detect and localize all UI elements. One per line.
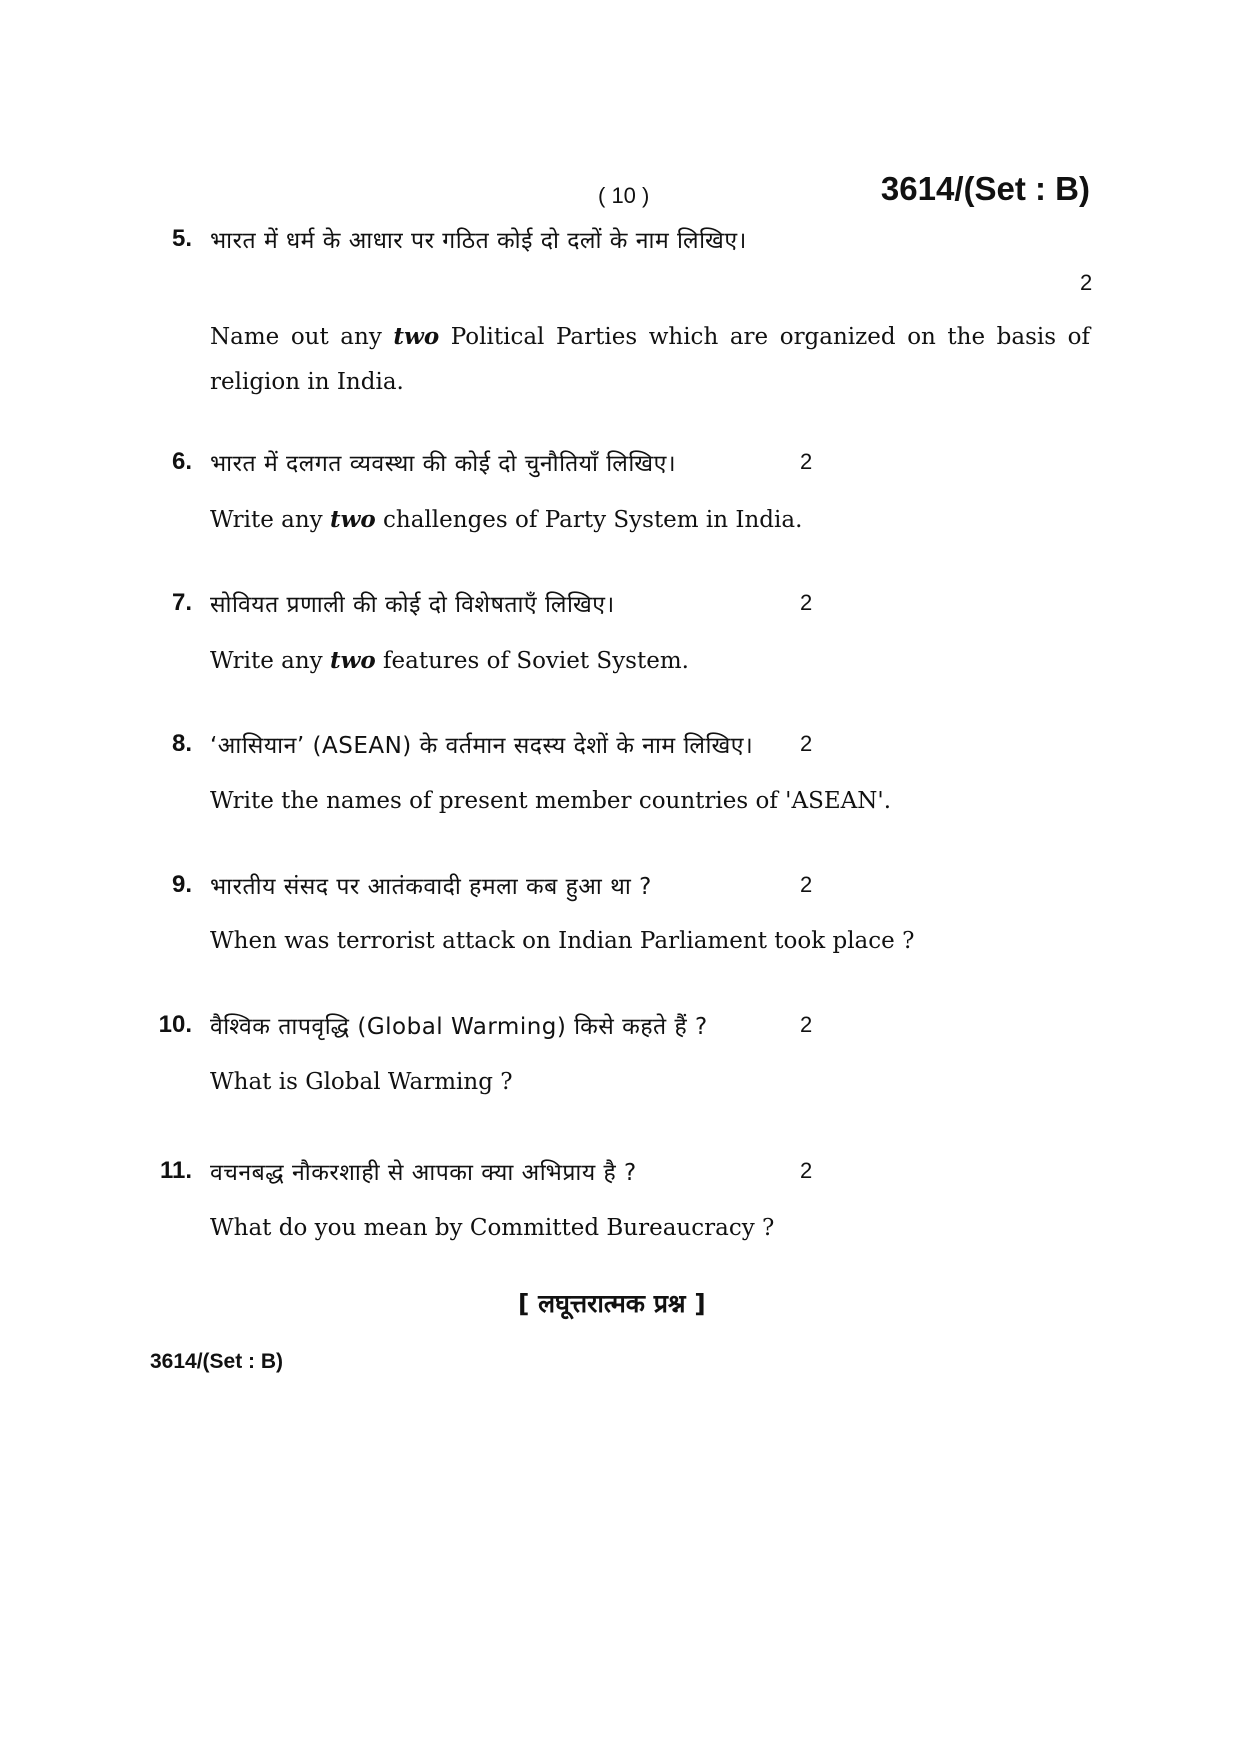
english-text-emphasis: two (393, 323, 440, 350)
question-number: 10. (158, 1011, 192, 1038)
question-english-text: What do you mean by Committed Bureaucracy ? (210, 1215, 775, 1241)
question-number: 11. (159, 1157, 192, 1184)
english-text-part: features of Soviet System. (375, 648, 689, 674)
question-marks: 2 (800, 1012, 813, 1037)
question-hindi-text: भारत में धर्म के आधार पर गठित कोई दो दलों के नाम लिखिए। (210, 228, 747, 254)
english-text-part: challenges of Party System in India. (375, 507, 803, 533)
question-english-text: What is Global Warming ? (210, 1069, 513, 1095)
english-text-part: Political Parties which are organized on the basis of religion in India. (210, 324, 1090, 395)
question-hindi-text: वचनबद्ध नौकरशाही से आपका क्या अभिप्राय है ? (210, 1160, 637, 1186)
question-english-text (210, 638, 1090, 684)
question-number: 6. (171, 448, 192, 475)
page-number: ( 10 ) (598, 183, 650, 208)
question-number: 5. (171, 225, 192, 252)
paper-code-footer: 3614/(Set : B) (150, 1350, 284, 1373)
question-hindi-text: वैश्विक तापवृद्धि (Global Warming) किसे कहते हैं ? (210, 1014, 708, 1040)
question-number: 9. (171, 871, 192, 898)
paper-code-header: 3614/(Set : B) (880, 170, 1090, 207)
english-text-emphasis: two (329, 506, 376, 533)
question-marks: 2 (800, 872, 813, 897)
question-hindi-text: सोवियत प्रणाली की कोई दो विशेषताएँ लिखिए। (210, 592, 615, 618)
question-hindi-text: भारतीय संसद पर आतंकवादी हमला कब हुआ था ? (210, 874, 652, 900)
section-heading: [ लघूत्तरात्मक प्रश्न ] (518, 1289, 706, 1318)
question-marks: 2 (800, 731, 813, 756)
question-marks: 2 (800, 449, 813, 474)
question-english-text (210, 314, 1090, 405)
question-hindi-text: ‘आसियान’ (ASEAN) के वर्तमान सदस्य देशों के नाम लिखिए। (210, 733, 754, 759)
question-number: 7. (171, 589, 192, 616)
question-english-text: When was terrorist attack on Indian Parliament took place ? (210, 928, 915, 954)
english-text-emphasis: two (329, 647, 376, 674)
english-text-part: Name out any (210, 324, 394, 350)
english-text-part: Write any (210, 648, 330, 674)
question-marks: 2 (800, 590, 813, 615)
question-marks: 2 (1080, 270, 1093, 295)
question-english-text: Write the names of present member countries of 'ASEAN'. (210, 788, 892, 814)
english-text-part: Write any (210, 507, 330, 533)
question-number: 8. (171, 730, 192, 757)
question-hindi-text: भारत में दलगत व्यवस्था की कोई दो चुनौतियाँ लिखिए। (210, 451, 677, 477)
question-marks: 2 (800, 1158, 813, 1183)
question-english-text (210, 497, 1090, 543)
